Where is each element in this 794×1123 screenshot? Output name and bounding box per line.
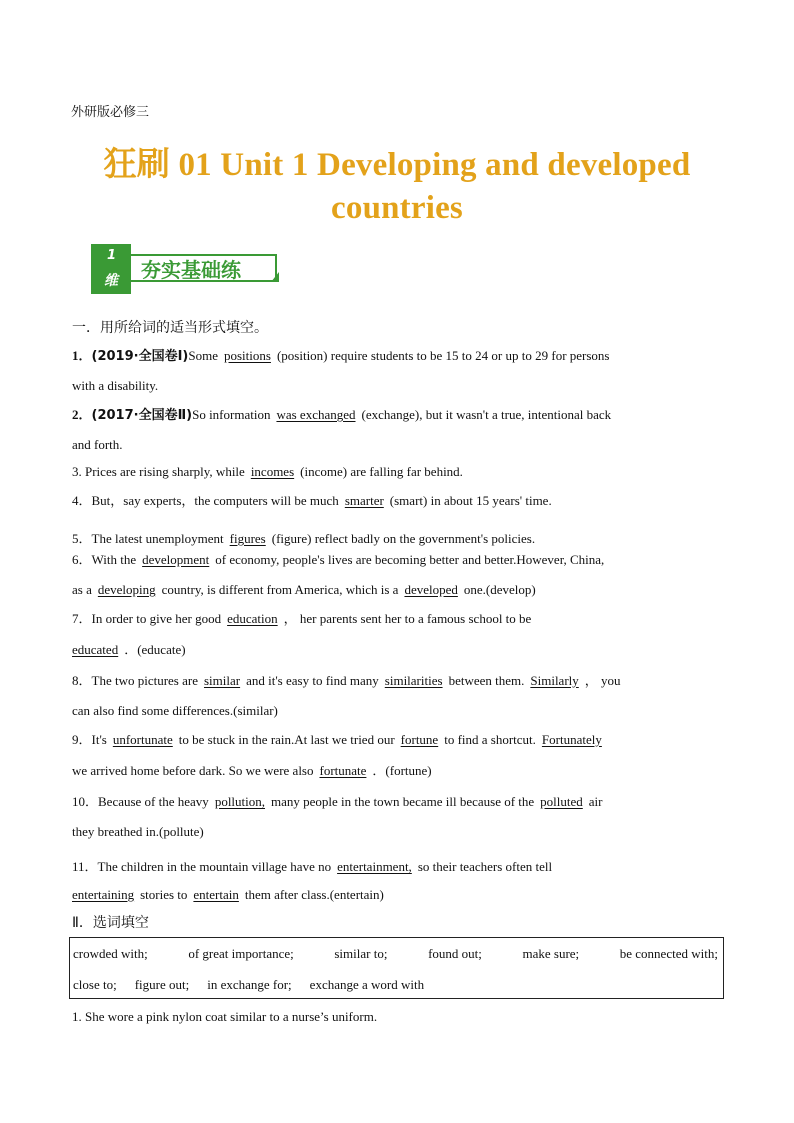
answer: entertainment, <box>337 859 412 874</box>
s-text: 1. She wore a pink nylon coat similar to a nurse’s uniform. <box>72 1009 378 1024</box>
word-bank-row-2 <box>73 977 718 993</box>
question-11 <box>72 859 724 875</box>
word-bank-item: be connected with; <box>619 946 718 961</box>
q-source: (2017·全国卷Ⅱ) <box>91 408 193 423</box>
question-5 <box>72 531 724 547</box>
badge-number: 1 <box>107 248 117 263</box>
question-6 <box>72 552 724 568</box>
page-title-line2: countries <box>331 190 463 226</box>
question-10-cont <box>72 824 724 840</box>
q-text: 4．But，say experts，the computers will be much <box>72 493 339 508</box>
sentence-1 <box>72 1009 724 1025</box>
word-bank-item: found out; <box>428 946 482 961</box>
word-bank-item: of great importance; <box>188 946 294 961</box>
answer: development <box>142 552 210 567</box>
answer: developing <box>97 582 156 597</box>
question-7 <box>72 611 724 627</box>
q-text: them after class.(entertain) <box>244 887 384 902</box>
answer: entertaining <box>72 887 135 902</box>
q-text: so their teachers often tell <box>417 859 553 874</box>
answer: Similarly <box>530 673 579 688</box>
answer: Fortunately <box>541 732 602 747</box>
page-title-line1: 狂刷 01 Unit 1 Developing and developed <box>103 147 691 183</box>
q-text: ， you <box>584 673 621 688</box>
q-text: country, is different from America, which is a <box>161 582 399 597</box>
q-text: 8．The two pictures are <box>72 673 198 688</box>
answer: pollution, <box>214 794 266 809</box>
word-bank-item: exchange a word with <box>309 977 425 992</box>
q-text: we arrived home before dark. So we were also <box>72 763 314 778</box>
word-bank-item: similar to; <box>334 946 388 961</box>
word-bank-box <box>69 937 724 999</box>
answer: developed <box>404 582 458 597</box>
question-4 <box>72 493 724 509</box>
q-text: 6．With the <box>72 552 137 567</box>
q-text: ．(fortune) <box>372 763 432 778</box>
question-9-cont <box>72 763 724 779</box>
question-11-cont <box>72 887 724 903</box>
badge-wei: 维 <box>104 273 118 289</box>
q-text: and it's easy to find many <box>246 673 379 688</box>
answer: incomes <box>250 464 295 479</box>
answer: unfortunate <box>112 732 173 747</box>
answer: educated <box>72 642 119 657</box>
question-1 <box>72 348 724 365</box>
q-text: 11．The children in the mountain village have no <box>72 859 332 874</box>
question-7-cont <box>72 642 724 658</box>
word-bank-item: in exchange for; <box>207 977 292 992</box>
q-text: to find a shortcut. <box>444 732 536 747</box>
answer: smarter <box>344 493 384 508</box>
q-text: 9．It's <box>72 732 107 747</box>
book-label: 外研版必修三 <box>71 105 150 120</box>
q-text: So information <box>192 407 271 422</box>
q-text: as a <box>72 582 92 597</box>
q-text: with a disability. <box>72 378 159 393</box>
q-text: can also find some differences.(similar) <box>72 703 278 718</box>
word-bank-item: close to; <box>73 977 117 992</box>
question-8 <box>72 673 724 689</box>
q-text: many people in the town became ill because of the <box>271 794 535 809</box>
q-source: (2019·全国卷Ⅰ) <box>91 349 189 364</box>
badge-label: 夯实基础练 <box>131 254 277 282</box>
badge-number-block <box>91 244 131 294</box>
question-10 <box>72 794 724 810</box>
answer: entertain <box>193 887 239 902</box>
section-heading-1: 一．用所给词的适当形式填空。 <box>72 320 268 336</box>
question-2 <box>72 407 724 424</box>
word-bank-row-1 <box>73 946 718 962</box>
q-text: ， her parents sent her to a famous school to be <box>283 611 532 626</box>
q-text: 10．Because of the heavy <box>72 794 209 809</box>
q-text: 3. Prices are rising sharply, while <box>72 464 245 479</box>
q-text: they breathed in.(pollute) <box>72 824 204 839</box>
q-text: between them. <box>448 673 525 688</box>
answer: fortunate <box>319 763 367 778</box>
q-text: 5．The latest unemployment <box>72 531 224 546</box>
word-bank-item: make sure; <box>522 946 580 961</box>
q-num: 1． <box>72 348 92 363</box>
word-bank-item: crowded with; <box>73 946 148 961</box>
question-1-cont <box>72 378 724 394</box>
answer: similar <box>203 673 241 688</box>
answer: education <box>227 611 278 626</box>
question-8-cont <box>72 703 724 719</box>
answer: figures <box>229 531 266 546</box>
question-6-cont <box>72 582 724 598</box>
q-text: to be stuck in the rain.At last we tried our <box>178 732 395 747</box>
q-text: (figure) reflect badly on the government's policies. <box>271 531 536 546</box>
q-text: Some <box>188 348 218 363</box>
section-badge <box>91 244 287 294</box>
q-text: (smart) in about 15 years' time. <box>389 493 552 508</box>
q-text: stories to <box>140 887 188 902</box>
q-num: 2． <box>72 407 92 422</box>
answer: similarities <box>384 673 443 688</box>
q-text: of economy, people's lives are becoming better and better.However, China, <box>215 552 605 567</box>
q-text: (position) require students to be 15 to 24 or up to 29 for persons <box>276 348 610 363</box>
q-text: ．(educate) <box>124 642 186 657</box>
q-text: (income) are falling far behind. <box>300 464 463 479</box>
q-text: 7．In order to give her good <box>72 611 222 626</box>
section-heading-2: Ⅱ．选词填空 <box>72 915 149 931</box>
answer: positions <box>223 348 271 363</box>
badge-corner-icon <box>271 272 279 282</box>
question-3 <box>72 464 724 480</box>
answer: was exchanged <box>276 407 356 422</box>
question-2-cont <box>72 437 724 453</box>
q-text: one.(develop) <box>463 582 536 597</box>
question-9 <box>72 732 724 748</box>
q-text: and forth. <box>72 437 123 452</box>
answer: polluted <box>540 794 583 809</box>
q-text: (exchange), but it wasn't a true, intentional back <box>361 407 612 422</box>
q-text: air <box>588 794 603 809</box>
answer: fortune <box>400 732 439 747</box>
word-bank-item: figure out; <box>134 977 190 992</box>
